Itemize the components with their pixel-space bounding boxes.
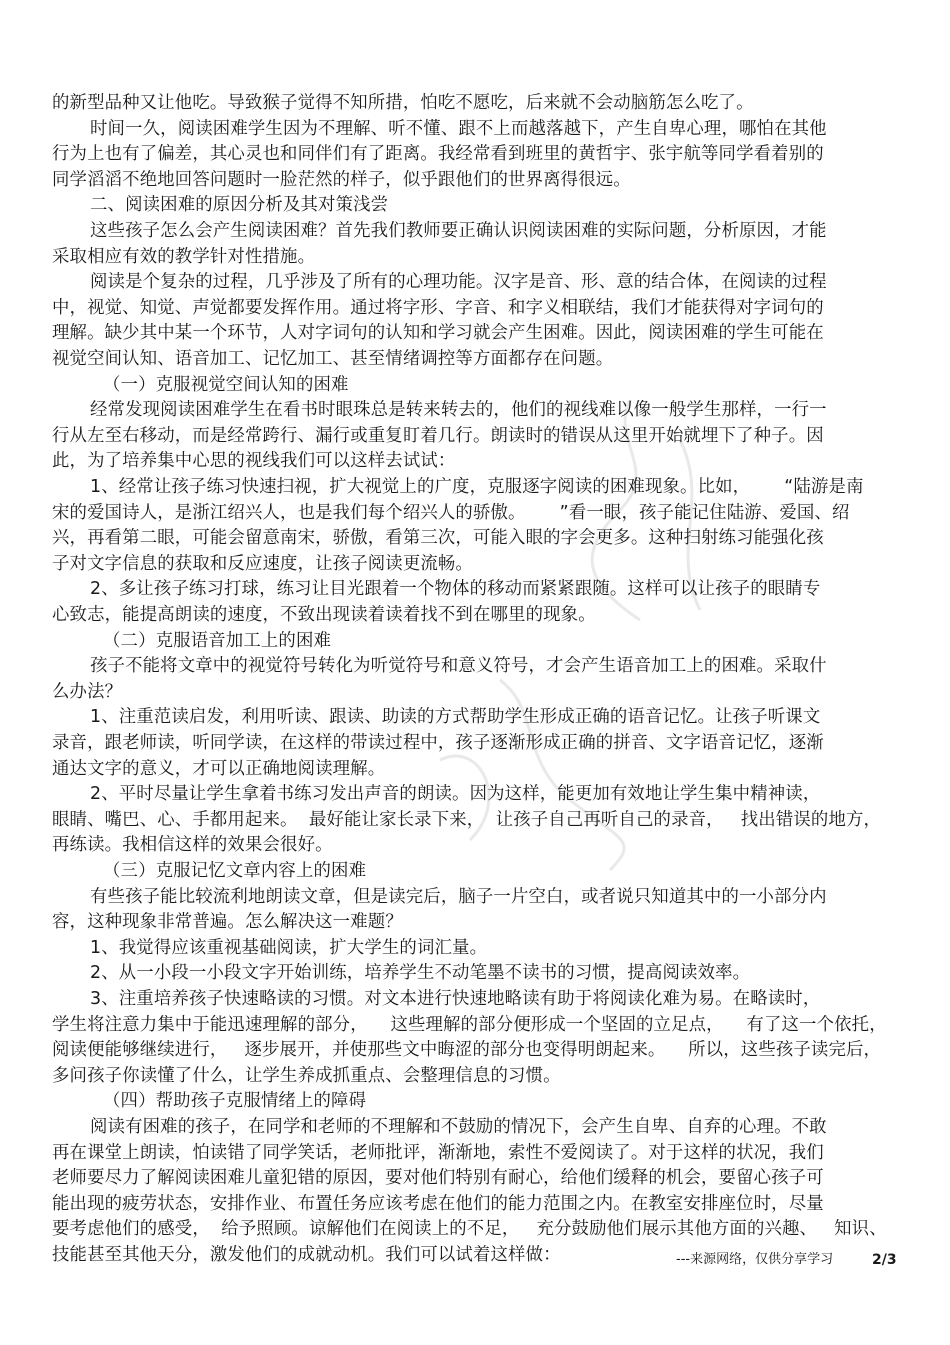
text-line: 经常发现阅读困难学生在看书时眼珠总是转来转去的，他们的视线难以像一般学生那样，一行一 bbox=[90, 400, 827, 421]
text-line: 时间一久，阅读困难学生因为不理解、听不懂、跟不上而越落越下，产生自卑心理，哪怕在其他 bbox=[90, 118, 827, 139]
text-line: 中，视觉、知觉、声觉都要发挥作用。通过将字形、字音、和字义相联结，我们才能获得对字词句的 bbox=[52, 297, 824, 318]
text-line: （一）克服视觉空间认知的困难 bbox=[103, 374, 349, 395]
text-line: 1、注重范读启发，利用听读、跟读、助读的方式帮助学生形成正确的语音记忆。让孩子听课文 bbox=[90, 707, 821, 728]
footer-source-note: ---来源网络，仅供分享学习 bbox=[676, 1252, 834, 1267]
text-line: 行从左至右移动，而是经常跨行、漏行或重复盯着几行。朗读时的错误从这里开始就埋下了种子。因 bbox=[52, 425, 824, 446]
text-line: 1、我觉得应该重视基础阅读，扩大学生的词汇量。 bbox=[90, 937, 488, 958]
text-line: 兴，再看第二眼，可能会留意南宋，骄傲，看第三次，可能入眼的字会更多。这种扫射练习能强化孩 bbox=[52, 528, 824, 549]
text-line: 的新型品种又让他吃。导致猴子觉得不知所措，怕吃不愿吃，后来就不会动脑筋怎么吃了。 bbox=[52, 93, 754, 113]
text-line: 理解。缺少其中某一个环节，人对字词句的认知和学习就会产生困难。因此，阅读困难的学生可能在 bbox=[52, 323, 824, 344]
text-line: 眼睛、嘴巴、心、手都用起来。 最好能让家长录下来， 让孩子自己再听自己的录音， 找出错误的地方， bbox=[52, 809, 882, 830]
text-line: 视觉空间认知、语音加工、记忆加工、甚至情绪调控等方面都存在问题。 bbox=[52, 349, 614, 369]
text-line: 这些孩子怎么会产生阅读困难？首先我们教师要正确认识阅读困难的实际问题，分析原因，才能 bbox=[90, 221, 827, 241]
text-line: 2、多让孩子练习打球，练习让目光跟着一个物体的移动而紧紧跟随。这样可以让孩子的眼睛专 bbox=[90, 579, 821, 600]
text-line: 再在课堂上朗读，怕读错了同学笑话，老师批评，渐渐地，索性不爱阅读了。对于这样的状况，我们 bbox=[52, 1142, 824, 1163]
text-line: 阅读有困难的孩子，在同学和老师的不理解和不鼓励的情况下，会产生自卑、自弃的心理。不敢 bbox=[90, 1117, 827, 1137]
text-line: 多问孩子你读懂了什么，让学生养成抓重点、会整理信息的习惯。 bbox=[52, 1065, 561, 1086]
text-line: 行为上也有了偏差，其心灵也和同伴们有了距离。我经常看到班里的黄哲宇、张宇航等同学看着别的 bbox=[52, 144, 824, 165]
text-line: 通达文字的意义，才可以正确地阅读理解。 bbox=[52, 758, 386, 779]
text-line: 子对文字信息的获取和反应速度，让孩子阅读更流畅。 bbox=[52, 553, 473, 574]
text-line: 能出现的疲劳状态，安排作业、布置任务应该考虑在他们的能力范围之内。在教室安排座位时，尽量 bbox=[52, 1193, 824, 1214]
text-line: 此，为了培养集中心思的视线我们可以这样去试试： bbox=[52, 451, 456, 472]
text-line: 心致志，能提高朗读的速度，不致出现读着读着找不到在哪里的现象。 bbox=[52, 605, 596, 625]
text-line: 容，这种现象非常普遍。怎么解决这一难题？ bbox=[52, 912, 403, 933]
text-line: 采取相应有效的教学针对性措施。 bbox=[52, 246, 316, 267]
text-line: 1、经常让孩子练习快速扫视，扩大视觉上的广度，克服逐字阅读的困难现象。比如， “陆游是南 bbox=[90, 477, 864, 497]
text-line: （三）克服记忆文章内容上的困难 bbox=[103, 861, 367, 881]
text-line: 再练读。我相信这样的效果会很好。 bbox=[52, 835, 333, 856]
text-line: 么办法？ bbox=[52, 681, 123, 702]
text-line: 技能甚至其他天分，激发他们的成就动机。我们可以试着这样做： bbox=[52, 1245, 561, 1265]
text-line: 二、阅读困难的原因分析及其对策浅尝 bbox=[90, 195, 389, 216]
page-number: 2/3 bbox=[872, 1252, 897, 1268]
text-line: （四）帮助孩子克服情绪上的障碍 bbox=[103, 1091, 367, 1112]
text-line: 老师要尽力了解阅读困难儿童犯错的原因，要对他们特别有耐心，给他们缓释的机会，要留心孩子可 bbox=[52, 1168, 824, 1189]
text-line: 孩子不能将文章中的视觉符号转化为听觉符号和意义符号，才会产生语音加工上的困难。采取什 bbox=[90, 656, 827, 677]
text-line: 宋的爱国诗人，是浙江绍兴人，也是我们每个绍兴人的骄傲。 ”看一眼，孩子能记住陆游、爱国、绍 bbox=[52, 502, 850, 523]
text-line: 同学滔滔不绝地回答问题时一脸茫然的样子，似乎跟他们的世界离得很远。 bbox=[52, 169, 631, 190]
text-line: 有些孩子能比较流利地朗读文章，但是读完后，脑子一片空白，或者说只知道其中的一小部分内 bbox=[90, 886, 827, 907]
text-line: 录音，跟老师读，听同学读，在这样的带读过程中，孩子逐渐形成正确的拼音、文字语音记忆，逐渐 bbox=[52, 733, 824, 753]
text-line: 阅读是个复杂的过程，几乎涉及了所有的心理功能。汉字是音、形、意的结合体，在阅读的过程 bbox=[90, 272, 827, 293]
text-line: （二）克服语音加工上的困难 bbox=[103, 630, 332, 651]
text-line: 2、从一小段一小段文字开始训练，培养学生不动笔墨不读书的习惯，提高阅读效率。 bbox=[90, 963, 751, 984]
text-line: 要考虑他们的感受， 给予照顾。谅解他们在阅读上的不足， 充分鼓励他们展示其他方面的兴趣、 知识、 bbox=[52, 1219, 887, 1240]
text-line: 学生将注意力集中于能迅速理解的部分， 这些理解的部分便形成一个坚固的立足点， 有了这一个依托， bbox=[52, 1014, 887, 1035]
text-line: 3、注重培养孩子快速略读的习惯。对文本进行快速地略读有助于将阅读化难为易。在略读时， bbox=[90, 989, 821, 1009]
text-line: 阅读便能够继续进行， 逐步展开，并使那些文中晦涩的部分也变得明朗起来。 所以，这些孩子读完后， bbox=[52, 1040, 882, 1061]
text-line: 2、平时尽量让学生拿着书练习发出声音的朗读。因为这样，能更加有效地让学生集中精神读， bbox=[90, 784, 821, 805]
